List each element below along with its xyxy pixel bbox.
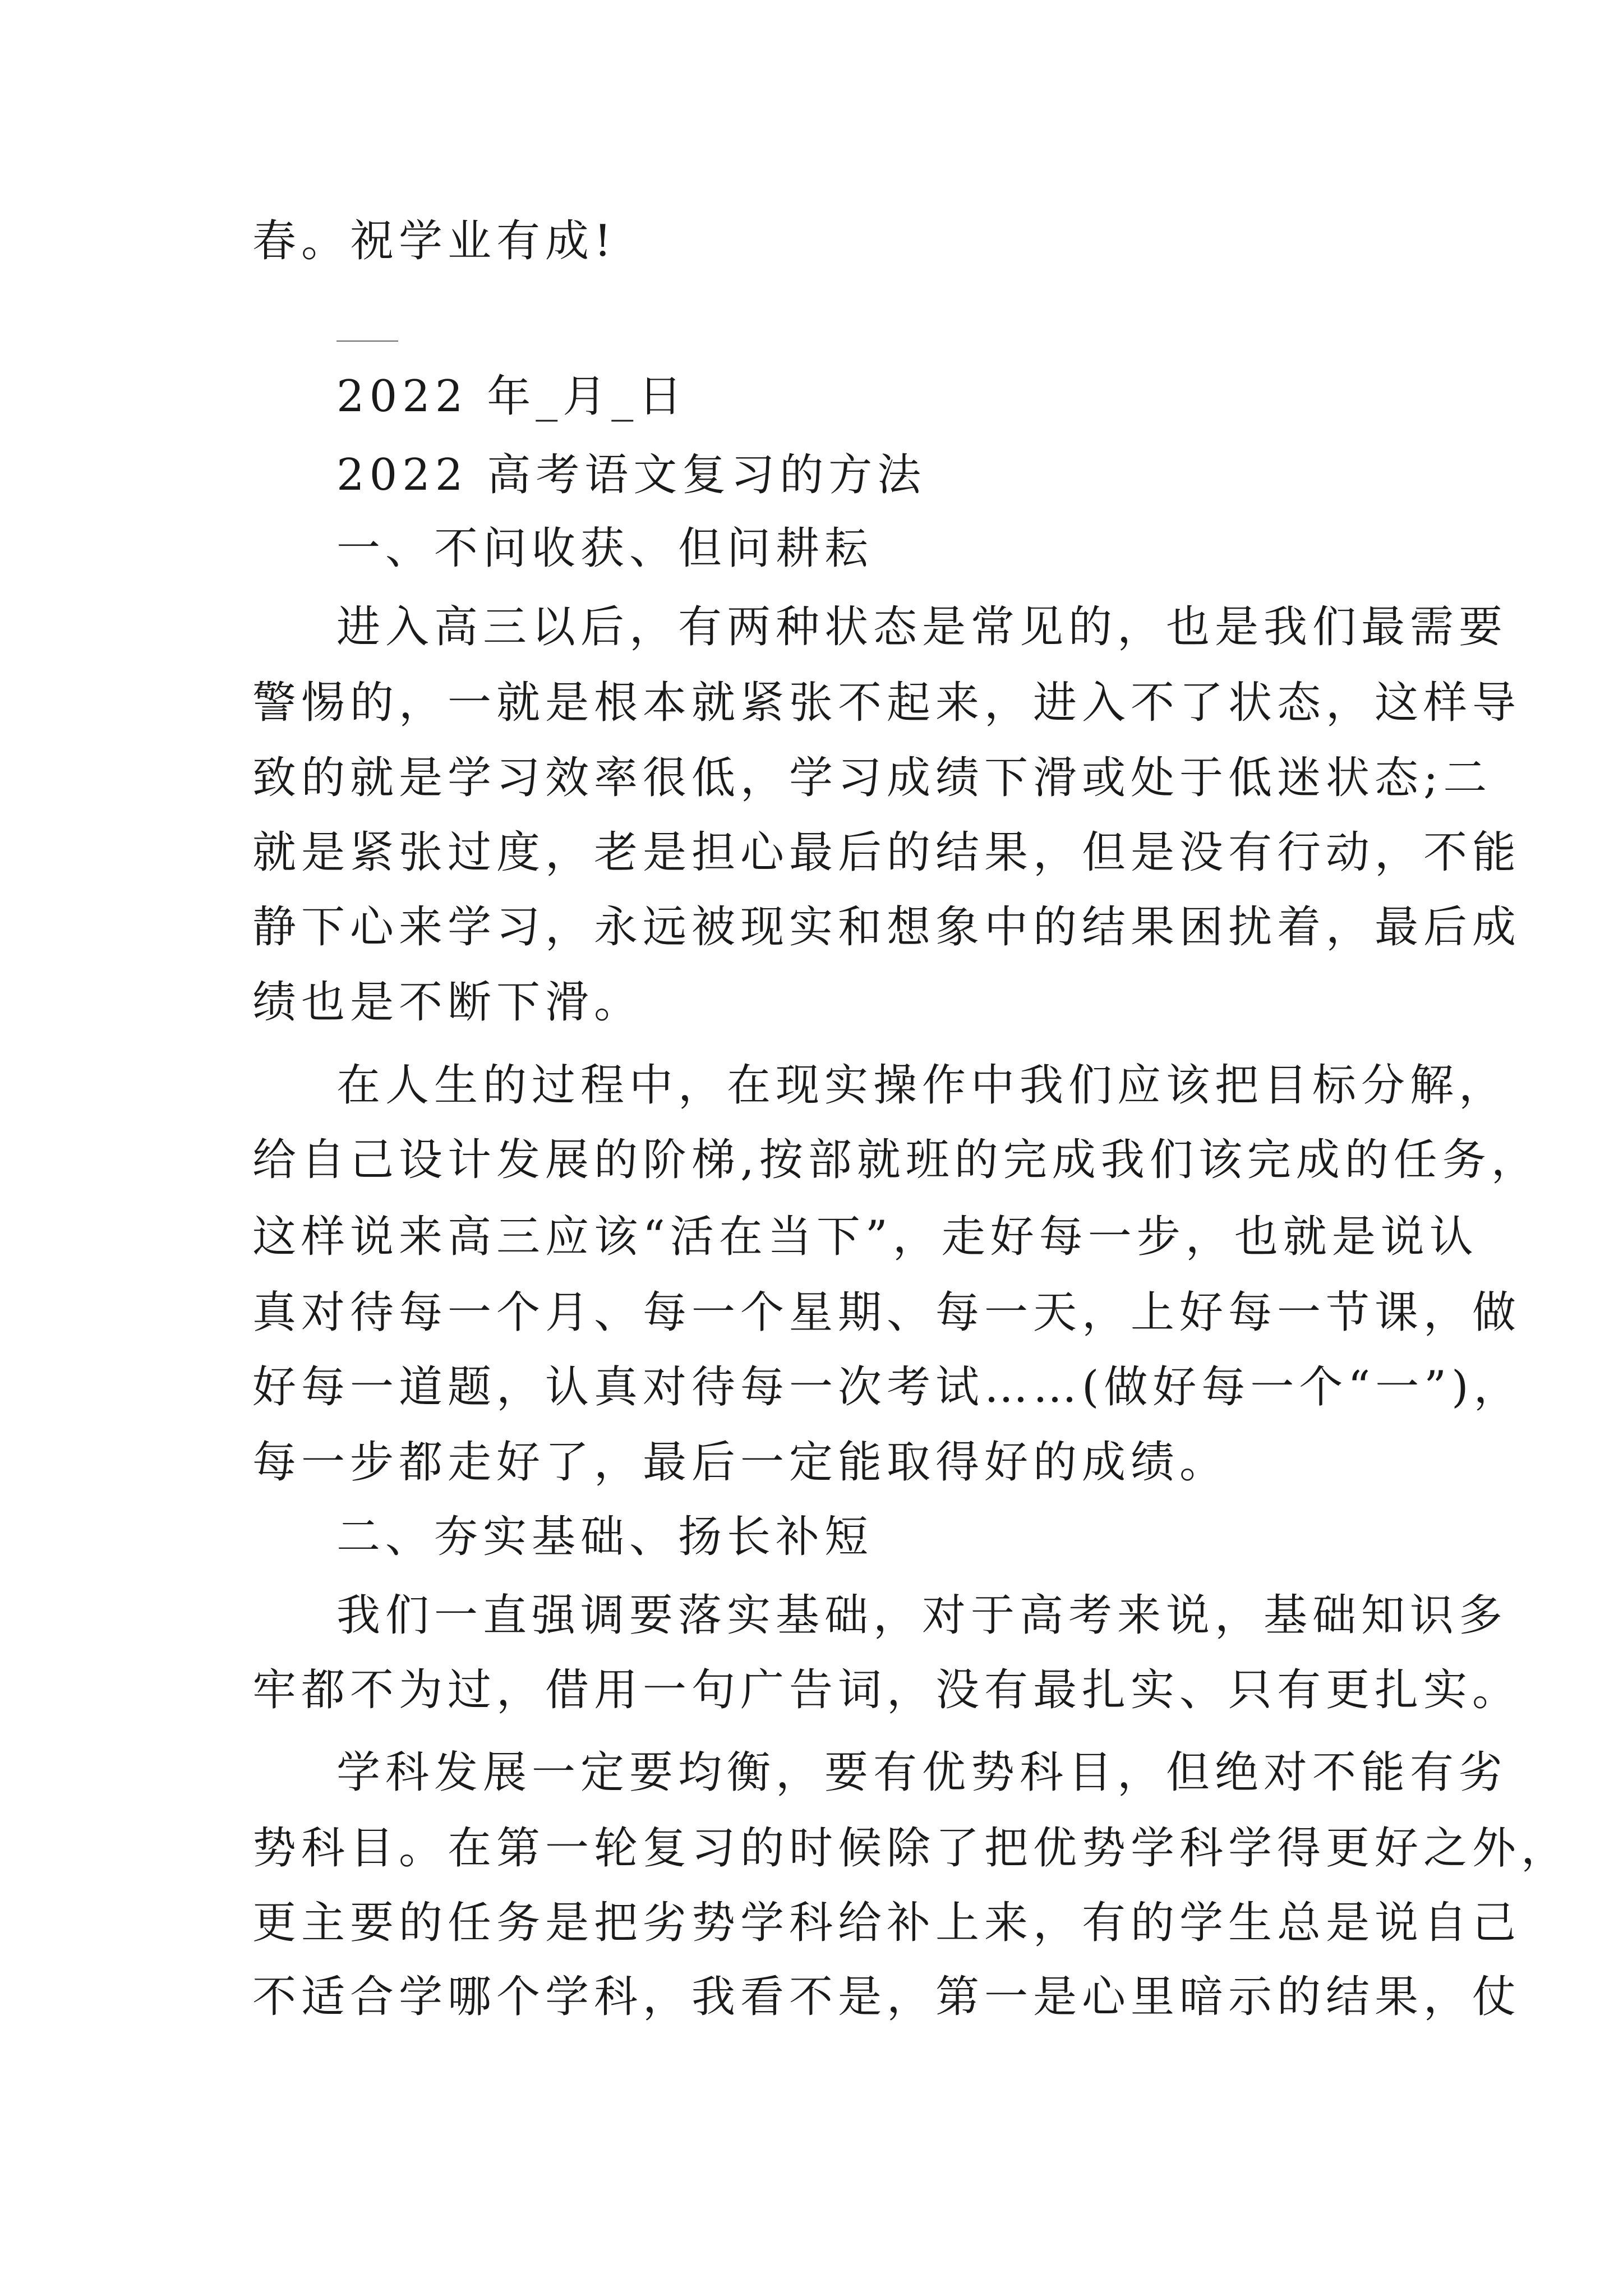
paragraph-1-line: 就是紧张过度，老是担心最后的结果，但是没有行动，不能 xyxy=(252,827,1521,878)
paragraph-3-line: 我们一直强调要落实基础，对于高考来说，基础知识多 xyxy=(336,1590,1508,1641)
paragraph-3-line: 牢都不为过，借用一句广告词，没有最扎实、只有更扎实。 xyxy=(252,1665,1521,1715)
paragraph-1-line: 静下心来学习，永远被现实和想象中的结果困扰着，最后成 xyxy=(252,902,1521,953)
signature-line xyxy=(336,341,398,342)
paragraph-1-line: 致的就是学习效率很低，学习成绩下滑或处于低迷状态;二 xyxy=(252,753,1492,803)
article-title: 2022 高考语文复习的方法 xyxy=(336,450,926,500)
paragraph-2-line: 好每一道题，认真对待每一次考试……(做好每一个“一”)， xyxy=(252,1362,1523,1412)
paragraph-1-line: 进入高三以后，有两种状态是常见的，也是我们最需要 xyxy=(336,602,1508,652)
paragraph-1-line: 绩也是不断下滑。 xyxy=(252,977,643,1028)
paragraph-2-line: 这样说来高三应该“活在当下”，走好每一步，也就是说认 xyxy=(252,1212,1478,1262)
closing-line: 春。祝学业有成! xyxy=(252,216,617,266)
paragraph-1-line: 警惕的，一就是根本就紧张不起来，进入不了状态，这样导 xyxy=(252,678,1521,728)
paragraph-2-line: 每一步都走好了，最后一定能取得好的成绩。 xyxy=(252,1437,1229,1488)
paragraph-2-line: 真对待每一个月、每一个星期、每一天，上好每一节课，做 xyxy=(252,1287,1521,1338)
date-line: 2022 年_月_日 xyxy=(336,371,688,422)
section-heading-1: 一、不问收获、但问耕耘 xyxy=(336,523,874,574)
paragraph-2-line: 在人生的过程中，在现实操作中我们应该把目标分解， xyxy=(336,1060,1508,1111)
paragraph-4-line: 更主要的任务是把劣势学科给补上来，有的学生总是说自己 xyxy=(252,1898,1521,1948)
paragraph-4-line: 势科目。在第一轮复习的时候除了把优势学科学得更好之外， xyxy=(252,1823,1570,1874)
paragraph-2-line: 给自己设计发展的阶梯,按部就班的完成我们该完成的任务， xyxy=(252,1135,1540,1185)
paragraph-4-line: 不适合学哪个学科，我看不是，第一是心里暗示的结果，仗 xyxy=(252,1972,1521,2022)
paragraph-4-line: 学科发展一定要均衡，要有优势科目，但绝对不能有劣 xyxy=(336,1747,1508,1798)
section-heading-2: 二、夯实基础、扬长补短 xyxy=(336,1512,874,1562)
